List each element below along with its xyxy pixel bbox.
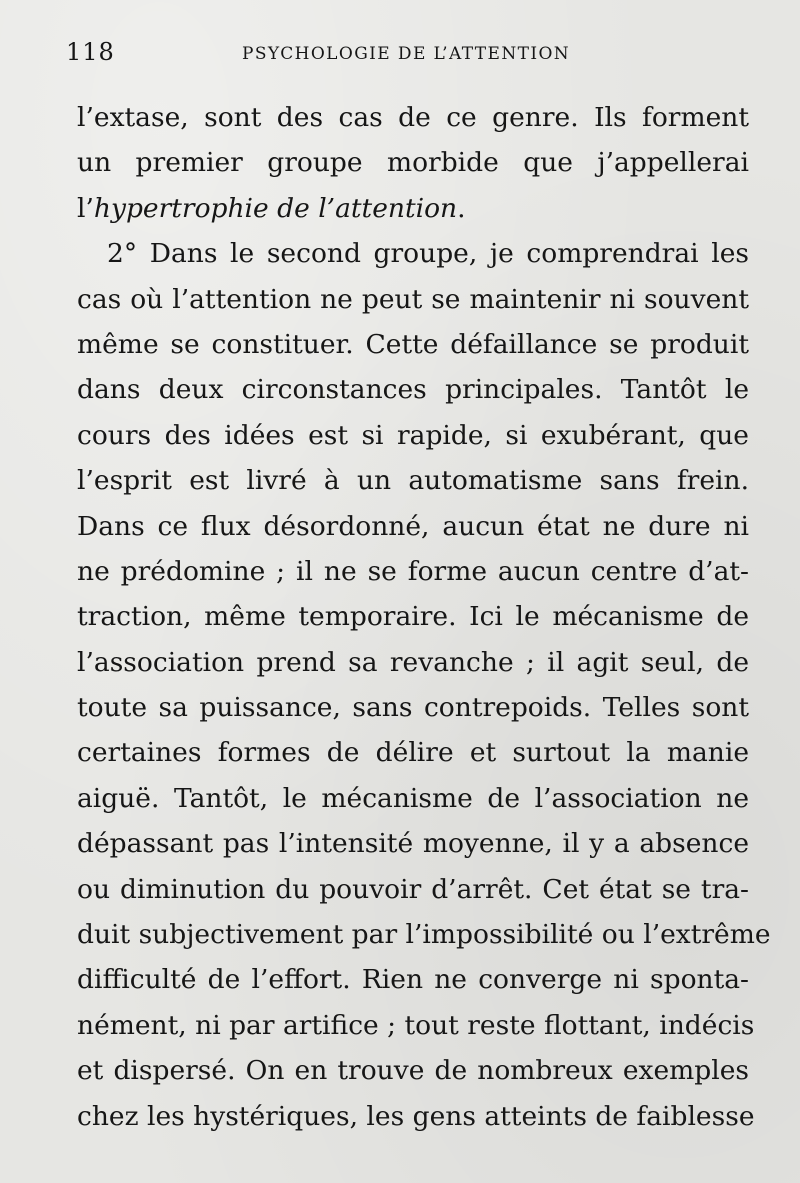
text-segment: l’association prend sa revanche ; il agit seul, de (77, 646, 749, 678)
text-line (77, 413, 749, 458)
text-line (77, 186, 749, 231)
text-line (77, 685, 749, 730)
text-segment: l’extase, sont des cas de ce genre. Ils forment (77, 102, 749, 133)
text-line (77, 867, 749, 912)
text-line (77, 95, 749, 140)
text-segment: cours des idées est si rapide, si exubérant, que (77, 419, 749, 451)
text-segment: certaines formes de délire et surtout la manie (77, 737, 749, 769)
text-segment: . (457, 192, 466, 224)
text-segment: Dans ce flux désordonné, aucun état ne dure ni (77, 510, 749, 542)
text-line (77, 277, 749, 322)
text-segment: nément, ni par artifice ; tout reste flottant, indécis (77, 1009, 755, 1041)
text-line (77, 821, 749, 866)
text-segment: cas où l’attention ne peut se maintenir ni souvent (77, 283, 749, 315)
text-segment: aiguë. Tantôt, le mécanisme de l’association ne (77, 782, 749, 814)
text-line (77, 640, 749, 685)
text-segment: ou diminution du pouvoir d’arrêt. Cet état se tra- (77, 873, 749, 905)
text-segment: même se constituer. Cette défaillance se produit (77, 328, 749, 360)
text-line (77, 367, 749, 412)
text-line (77, 776, 749, 821)
text-segment: ne prédomine ; il ne se forme aucun centre d’at- (77, 555, 749, 587)
text-line (77, 957, 749, 1002)
text-line (77, 730, 749, 775)
text-segment: et dispersé. On en trouve de nombreux exemples (77, 1055, 749, 1087)
text-line (77, 1003, 755, 1048)
text-line (77, 1094, 755, 1139)
text-segment: 2° Dans le second groupe, je comprendrai les (107, 238, 749, 270)
text-segment: l’esprit est livré à un automatisme sans frein. (77, 465, 749, 497)
text-segment: l’ (77, 192, 94, 224)
text-line (77, 322, 749, 367)
text-line (77, 140, 749, 185)
text-segment: difficulté de l’effort. Rien ne converge ni sponta- (77, 964, 749, 996)
body-text (77, 95, 771, 1139)
text-segment: duit subjectivement par l’impossibilité ou l’extrême (77, 919, 771, 951)
text-segment: dans deux circonstances principales. Tantôt le (77, 374, 749, 406)
text-line (77, 458, 749, 503)
text-segment: chez les hystériques, les gens atteints de faiblesse (77, 1100, 755, 1132)
text-segment: un premier groupe morbide que j’appellerai (77, 147, 749, 179)
running-head (66, 38, 748, 72)
text-line (77, 231, 749, 276)
text-line (77, 594, 749, 639)
text-segment: traction, même temporaire. Ici le mécanisme de (77, 601, 749, 633)
text-line (77, 912, 771, 957)
text-segment: toute sa puissance, sans contrepoids. Telles sont (77, 692, 749, 724)
running-title: PSYCHOLOGIE DE L’ATTENTION (242, 44, 571, 64)
text-line (77, 504, 749, 549)
page-number: 118 (66, 38, 115, 66)
text-segment: dépassant pas l’intensité moyenne, il y a absence (77, 828, 749, 860)
text-line (77, 549, 749, 594)
italic-text: hypertrophie de l’attention (93, 192, 458, 224)
text-line (77, 1048, 749, 1093)
